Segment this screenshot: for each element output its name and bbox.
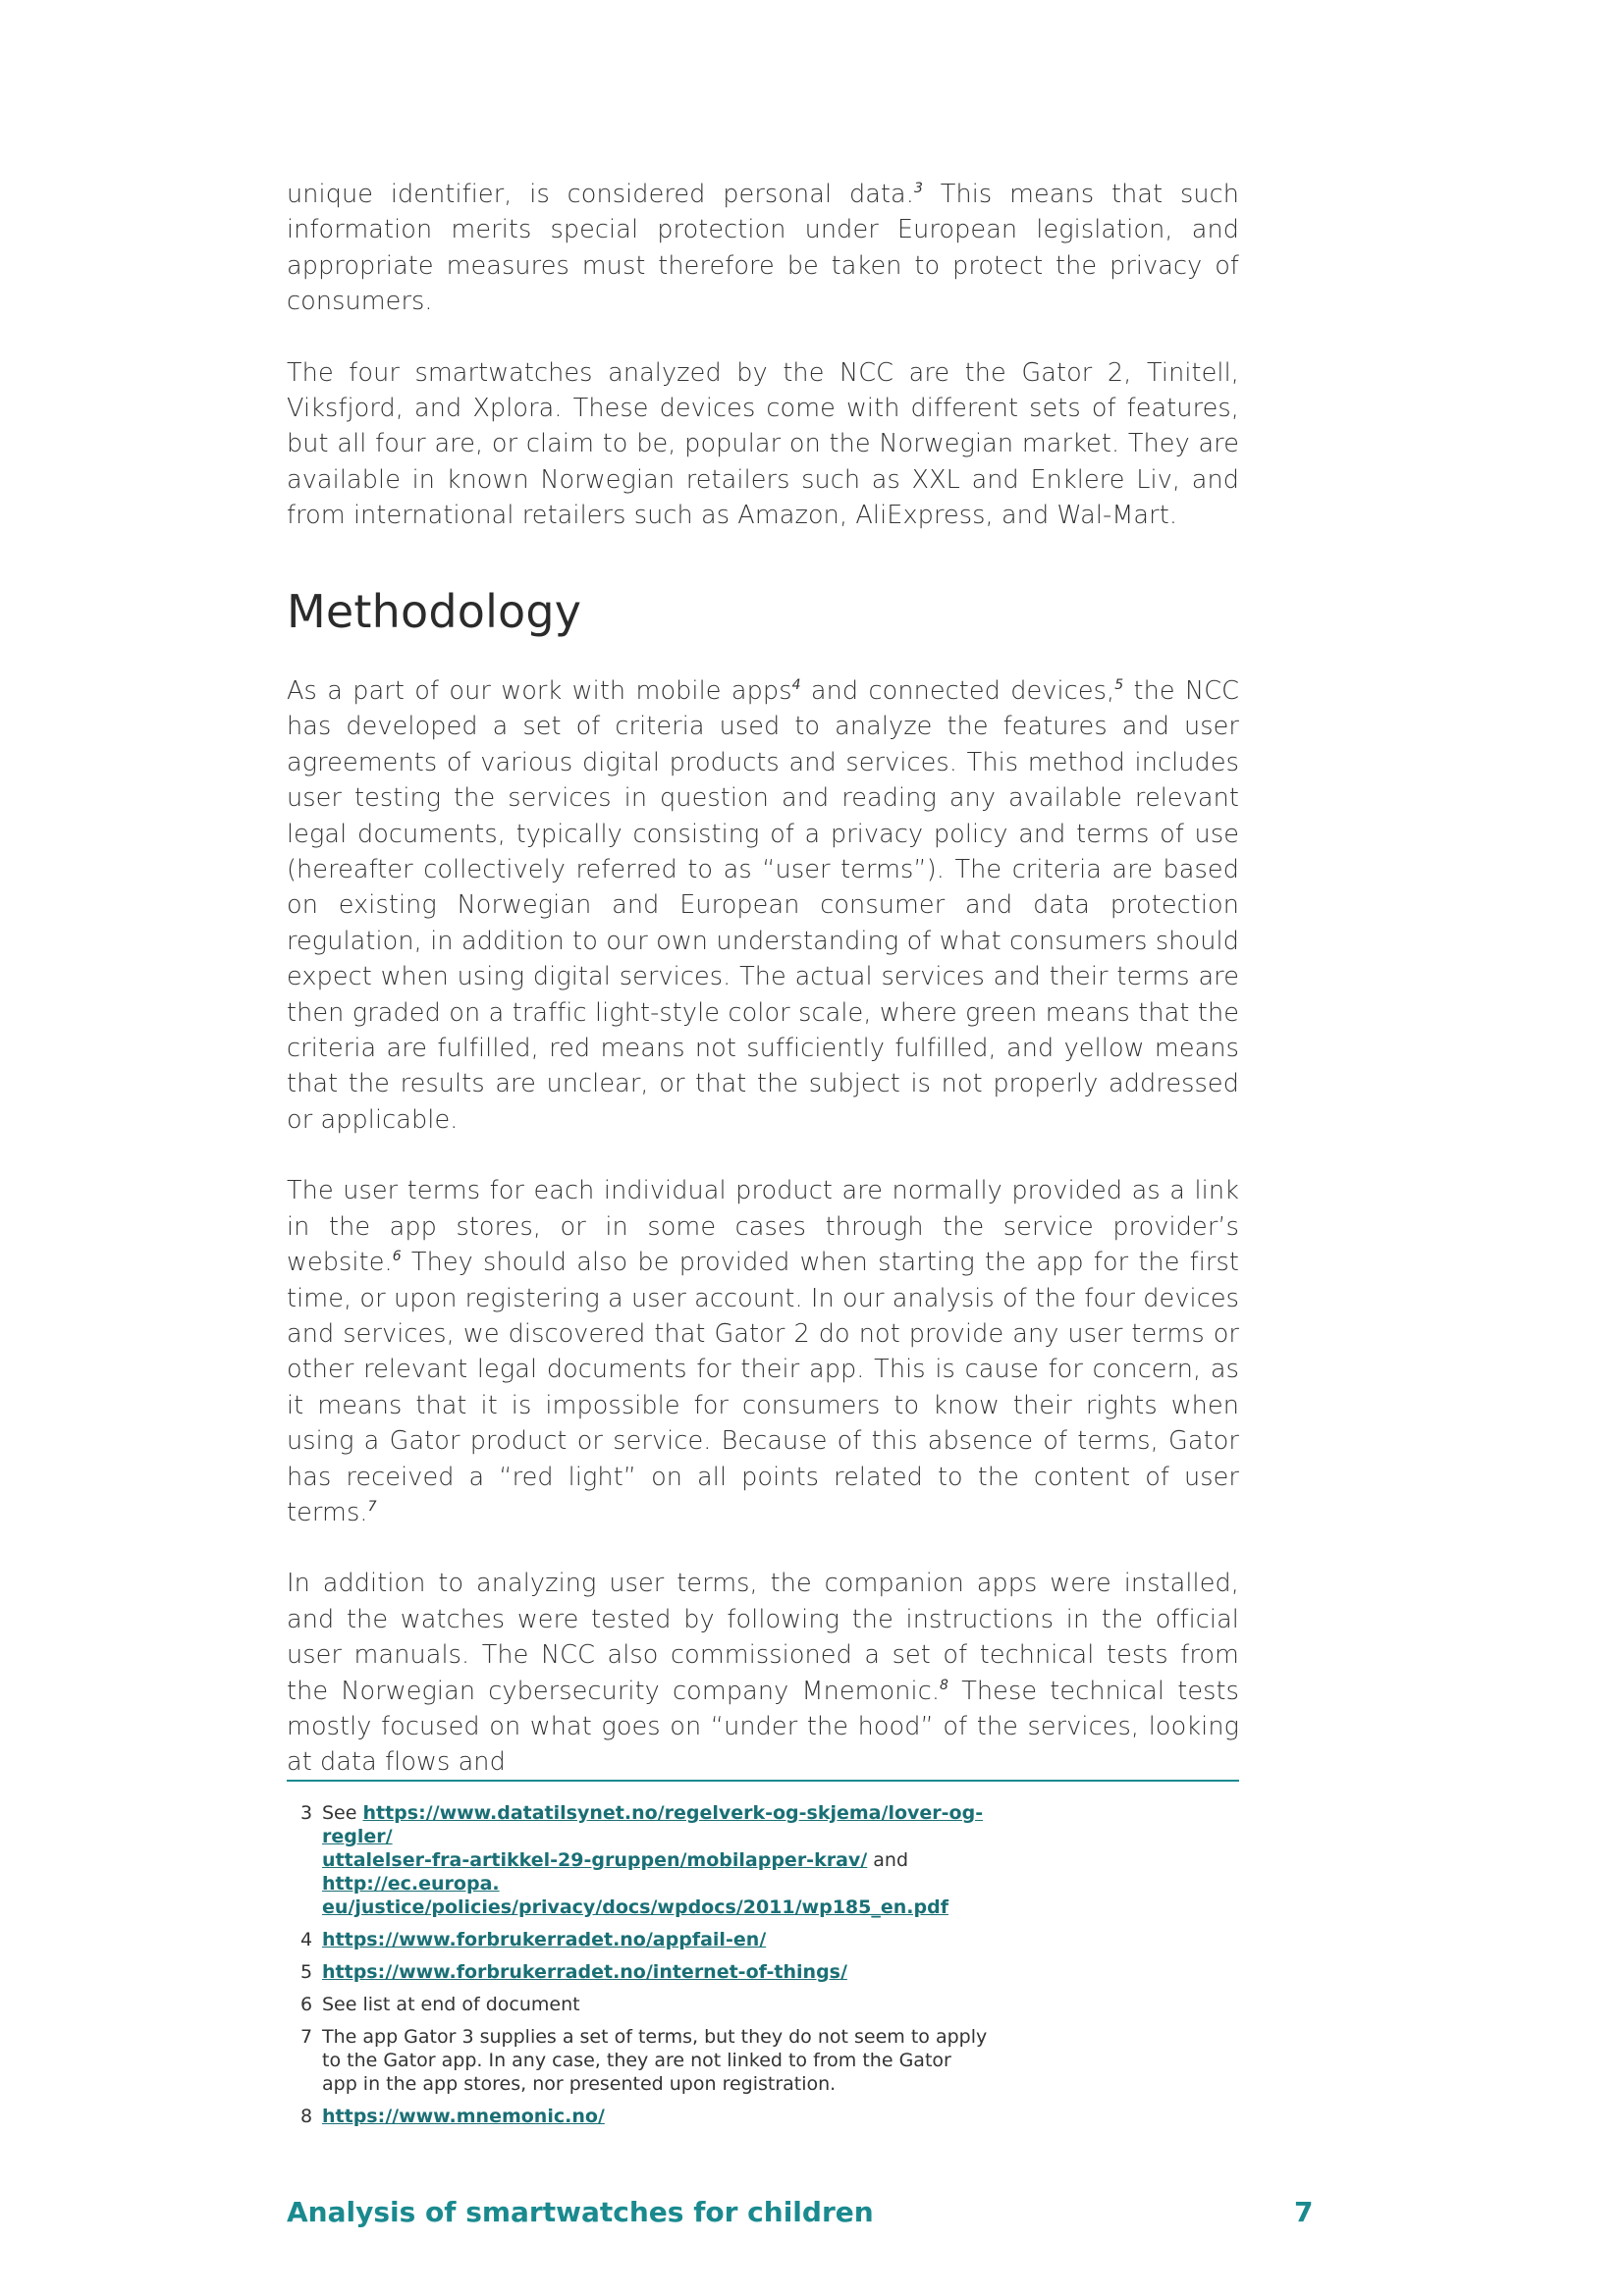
footnote-body xyxy=(322,2105,1033,2128)
footnote-link-ec-europa[interactable] xyxy=(322,1873,948,1918)
methodology-text: As a part of our work with mobile apps xyxy=(287,676,792,706)
footnote-ref-4[interactable]: 4 xyxy=(791,677,801,693)
footnote-number: 3 xyxy=(300,1802,313,1824)
footnote-text: The app Gator 3 supplies a set of terms, but they do not seem to apply xyxy=(322,2026,988,2048)
footnote-body xyxy=(322,1801,1033,1919)
footnote-number: 7 xyxy=(300,2026,313,2048)
footnote-6 xyxy=(287,1993,1033,2016)
footnote-link-internet-of-things[interactable]: https://www.forbrukerradet.no/internet-of-things/ xyxy=(322,1961,847,1983)
methodology-paragraph-3 xyxy=(287,1566,1239,1780)
footnote-ref-7[interactable]: 7 xyxy=(367,1498,377,1515)
footnote-list xyxy=(287,1801,1033,2137)
link-text: https://www.datatilsynet.no/regelverk-og-skjema/lover-og-regler/ xyxy=(322,1802,984,1847)
methodology-paragraph-1 xyxy=(287,673,1239,1138)
methodology-text: The user terms for each individual product are normally provided as a link in the app stores, or in some cases through the service provider’s website. xyxy=(287,1176,1239,1278)
link-text: eu/justice/policies/privacy/docs/wpdocs/2011/wp185_en.pdf xyxy=(322,1896,948,1918)
intro-paragraph-2: The four smartwatches analyzed by the NCC are the Gator 2, Tinitell, Viksfjord, and Xplora. These devices come with different sets of features, but all four are, or claim to be, popular on the Norwegian market. They are available in known Norwegian retailers such as XXL and Enklere Liv, and from international retailers such as Amazon, AliExpress, and Wal-Mart. xyxy=(287,357,1239,531)
methodology-text: These technical tests mostly focused on what goes on “under the hood” of the services, looking at data flows and xyxy=(287,1676,1239,1778)
methodology-text: and connected devices, xyxy=(800,676,1115,706)
footnote-number: 4 xyxy=(300,1929,313,1950)
footnote-number: 6 xyxy=(300,1994,313,2015)
footnote-body xyxy=(322,1928,1033,1951)
footnote-link-mnemonic[interactable]: https://www.mnemonic.no/ xyxy=(322,2106,605,2127)
footnote-4 xyxy=(287,1928,1033,1951)
footnote-ref-8[interactable]: 8 xyxy=(940,1677,949,1693)
footnote-number: 5 xyxy=(300,1961,313,1983)
methodology-text: In addition to analyzing user terms, the companion apps were installed, and the watches were tested by following the instructions in the official user manuals. The NCC also commissioned a set of technical tests from the Norwegian cybersecurity company Mnemonic. xyxy=(287,1569,1239,1706)
link-text: uttalelser-fra-artikkel-29-gruppen/mobilapper-krav/ xyxy=(322,1849,868,1871)
page-number: 7 xyxy=(1294,2196,1314,2228)
methodology-section xyxy=(287,673,1239,1781)
intro-paragraph-1 xyxy=(287,177,1239,320)
footnote-text: app in the app stores, nor presented upon registration. xyxy=(322,2073,837,2095)
intro-text: unique identifier, is considered personal data. xyxy=(287,180,914,209)
footer-document-title: Analysis of smartwatches for children xyxy=(287,2196,874,2228)
methodology-text: the NCC has developed a set of criteria used to analyze the features and user agreements of various digital products and services. This method includes user testing the services in question and reading any available relevant legal documents, typically consisting of a privacy policy and terms of use (hereafter collectively referred to as “user terms”). The criteria are based on existing Norwegian and European consumer and data protection regulation, in addition to our own understanding of what consumers should expect when using digital services. The actual services and their terms are then graded on a traffic light-style color scale, where green means that the criteria are fulfilled, red means not sufficiently fulfilled, and yellow means that the results are unclear, or that the subject is not properly addressed or applicable. xyxy=(287,676,1240,1135)
footnote-number: 8 xyxy=(300,2106,313,2127)
footnote-7 xyxy=(287,2025,1033,2096)
footnote-ref-3[interactable]: 3 xyxy=(914,181,924,196)
link-text: http://ec.europa. xyxy=(322,1873,500,1895)
footnote-body xyxy=(322,2025,1033,2096)
methodology-paragraph-2 xyxy=(287,1173,1239,1530)
footnote-text: to the Gator app. In any case, they are not linked to from the Gator xyxy=(322,2050,951,2071)
footnote-3 xyxy=(287,1801,1033,1919)
intro-section xyxy=(287,177,1239,534)
methodology-text: They should also be provided when starting the app for the first time, or upon registering a user account. In our analysis of the four devices and services, we discovered that Gator 2 do not provide any user terms or other relevant legal documents for their app. This is cause for concern, as it means that it is impossible for consumers to know their rights when using a Gator product or service. Because of this absence of terms, Gator has received a “red light” on all points related to the content of user terms. xyxy=(287,1248,1239,1527)
footnote-ref-6[interactable]: 6 xyxy=(392,1249,402,1265)
footnote-text: and xyxy=(867,1849,909,1871)
footnote-link-appfail[interactable]: https://www.forbrukerradet.no/appfail-en/ xyxy=(322,1929,767,1950)
section-heading-methodology: Methodology xyxy=(287,585,582,638)
footnote-text: See xyxy=(322,1802,363,1824)
footnote-ref-5[interactable]: 5 xyxy=(1114,677,1124,693)
intro-text: This means that such information merits special protection under European legislation, and appropriate measures must therefore be taken to protect the privacy of consumers. xyxy=(287,180,1239,317)
footnote-text: See list at end of document xyxy=(322,1994,580,2015)
footnote-body xyxy=(322,1960,1033,1984)
footnote-8 xyxy=(287,2105,1033,2128)
footnote-5 xyxy=(287,1960,1033,1984)
footnote-divider xyxy=(287,1780,1239,1782)
